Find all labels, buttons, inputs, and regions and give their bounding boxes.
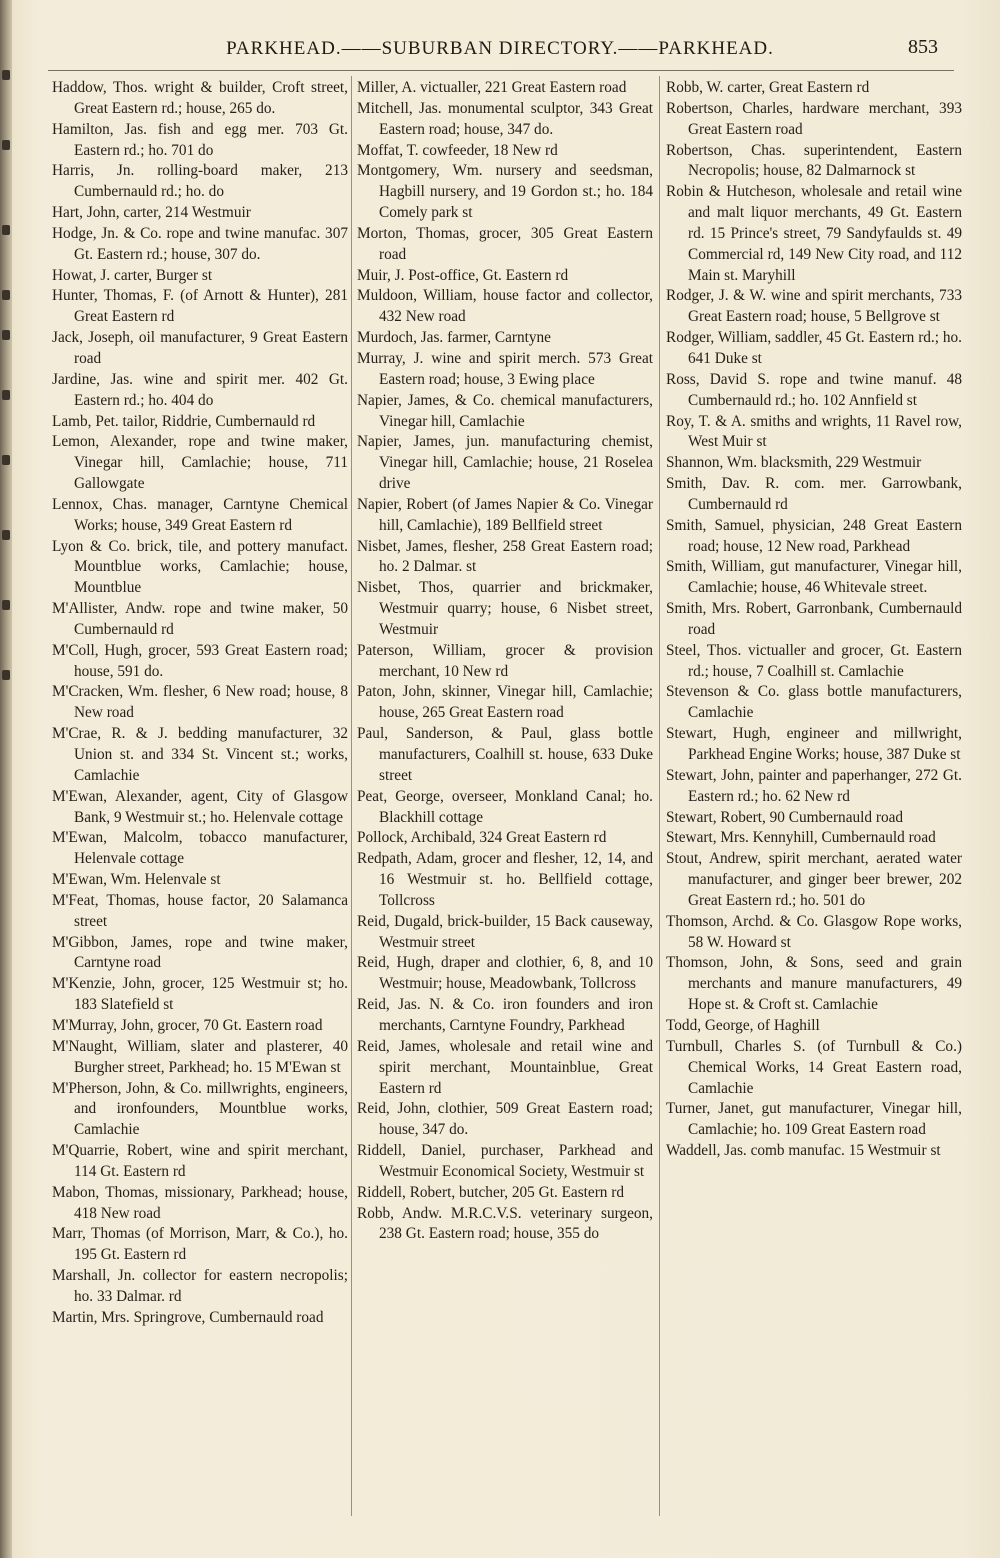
directory-entry: Paterson, William, grocer & provision merchant, 10 New rd [357, 641, 653, 680]
directory-entry: Napier, James, & Co. chemical manufacturers, Vinegar hill, Camlachie [357, 391, 653, 430]
directory-entry: Riddell, Daniel, purchaser, Parkhead and Westmuir Economical Society, Westmuir st [357, 1142, 653, 1180]
directory-entry: M'Quarrie, Robert, wine and spirit merchant, 114 Gt. Eastern rd [52, 1142, 348, 1180]
directory-entry: M'Murray, John, grocer, 70 Gt. Eastern road [52, 1016, 323, 1034]
directory-entry: Hunter, Thomas, F. (of Arnott & Hunter), 281 Great Eastern rd [52, 287, 348, 326]
directory-entry: Reid, Hugh, draper and clothier, 6, 8, and 10 Westmuir; house, Meadowbank, Tollcross [357, 954, 653, 993]
directory-entry: Mitchell, Jas. monumental sculptor, 343 Great Eastern road; house, 347 do. [357, 99, 653, 138]
directory-entry: M'Cracken, Wm. flesher, 6 New road; house, 8 New road [52, 683, 348, 722]
directory-entry: Howat, J. carter, Burger st [52, 266, 213, 284]
directory-entry: Reid, Jas. N. & Co. iron founders and iron merchants, Carntyne Foundry, Parkhead [357, 996, 653, 1034]
margin-bleed-marks [0, 60, 14, 960]
directory-entry: Marr, Thomas (of Morrison, Marr, & Co.), ho. 195 Gt. Eastern rd [52, 1225, 348, 1264]
directory-entry: M'Pherson, John, & Co. millwrights, engineers, and ironfounders, Mountblue works, Camlachie [52, 1079, 348, 1139]
directory-entry: Steel, Thos. victualler and grocer, Gt. Eastern rd.; house, 7 Coalhill st. Camlachie [666, 641, 962, 680]
directory-entry: Nisbet, James, flesher, 258 Great Eastern road; ho. 2 Dalmar. st [357, 537, 653, 576]
directory-entry: Smith, Samuel, physician, 248 Great Eastern road; house, 12 New road, Parkhead [666, 516, 962, 555]
page-number: 853 [908, 36, 938, 58]
directory-column-2 [357, 78, 653, 1245]
directory-entry: M'Kenzie, John, grocer, 125 Westmuir st; ho. 183 Slatefield st [52, 975, 348, 1014]
directory-entry: Miller, A. victualler, 221 Great Eastern road [357, 79, 627, 96]
directory-entry: Murray, J. wine and spirit merch. 573 Great Eastern road; house, 3 Ewing place [357, 349, 653, 388]
directory-entry: Stevenson & Co. glass bottle manufacturers, Camlachie [666, 683, 962, 722]
directory-entry: Napier, James, jun. manufacturing chemist, Vinegar hill, Camlachie; house, 21 Roselea drive [357, 433, 653, 493]
directory-entry: Stewart, John, painter and paperhanger, 272 Gt. Eastern rd.; ho. 62 New rd [666, 766, 962, 805]
directory-entry: M'Naught, William, slater and plasterer, 40 Burgher street, Parkhead; ho. 15 M'Ewan st [52, 1037, 348, 1076]
directory-entry: M'Ewan, Wm. Helenvale st [52, 871, 221, 889]
directory-entry: Lyon & Co. brick, tile, and pottery manufact. Mountblue works, Camlachie; house, Mountblue [52, 537, 348, 597]
directory-entry: M'Allister, Andw. rope and twine maker, 50 Cumbernauld rd [52, 600, 348, 638]
directory-entry: Lennox, Chas. manager, Carntyne Chemical Works; house, 349 Great Eastern rd [52, 495, 348, 534]
directory-entry: Riddell, Robert, butcher, 205 Gt. Eastern rd [357, 1183, 625, 1201]
directory-entry: Moffat, T. cowfeeder, 18 New rd [357, 141, 558, 159]
directory-entry: M'Ewan, Malcolm, tobacco manufacturer, Helenvale cottage [52, 829, 348, 868]
directory-column-1 [52, 78, 348, 1329]
column-divider [659, 76, 660, 1516]
directory-entry: Haddow, Thos. wright & builder, Croft street, Great Eastern rd.; house, 265 do. [52, 79, 348, 117]
directory-entry: Turnbull, Charles S. (of Turnbull & Co.) Chemical Works, 14 Great Eastern road, Camlachie [666, 1037, 962, 1097]
directory-entry: Reid, James, wholesale and retail wine and spirit merchant, Mountainblue, Great Eastern rd [357, 1037, 653, 1097]
directory-entry: M'Ewan, Alexander, agent, City of Glasgow Bank, 9 Westmuir st.; ho. Helenvale cottage [52, 787, 348, 826]
directory-entry: Lemon, Alexander, rope and twine maker, Vinegar hill, Camlachie; house, 711 Gallowgate [52, 433, 348, 493]
directory-entry: Jardine, Jas. wine and spirit mer. 402 Gt. Eastern rd.; ho. 404 do [52, 370, 348, 409]
directory-entry: Muldoon, William, house factor and collector, 432 New road [357, 287, 653, 326]
directory-entry: Rodger, J. & W. wine and spirit merchants, 733 Great Eastern road; house, 5 Bellgrove st [666, 287, 962, 326]
directory-entry: Thomson, John, & Sons, seed and grain merchants and manure manufacturers, 49 Hope st. & Croft st. Camlachie [666, 954, 962, 1014]
directory-entry: Pollock, Archibald, 324 Great Eastern rd [357, 829, 607, 847]
directory-entry: Murdoch, Jas. farmer, Carntyne [357, 329, 551, 347]
directory-entry: Hodge, Jn. & Co. rope and twine manufac. 307 Gt. Eastern rd.; house, 307 do. [52, 224, 348, 263]
directory-entry: Waddell, Jas. comb manufac. 15 Westmuir st [666, 1142, 941, 1160]
directory-entry: M'Crae, R. & J. bedding manufacturer, 32 Union st. and 334 St. Vincent st.; works, Camlachie [52, 725, 348, 784]
directory-entry: Smith, William, gut manufacturer, Vinegar hill, Camlachie; house, 46 Whitevale street. [666, 558, 962, 597]
directory-entry: Roy, T. & A. smiths and wrights, 11 Ravel row, West Muir st [666, 412, 962, 451]
header-rule [48, 70, 954, 71]
directory-entry: Peat, George, overseer, Monkland Canal; ho. Blackhill cottage [357, 787, 653, 826]
directory-entry: Hamilton, Jas. fish and egg mer. 703 Gt. Eastern rd.; ho. 701 do [52, 120, 348, 159]
directory-entry: Montgomery, Wm. nursery and seedsman, Hagbill nursery, and 19 Gordon st.; ho. 184 Comely park st [357, 162, 653, 222]
directory-entry: Stewart, Hugh, engineer and millwright, Parkhead Engine Works; house, 387 Duke st [666, 725, 962, 763]
directory-entry: Reid, John, clothier, 509 Great Eastern road; house, 347 do. [357, 1100, 653, 1139]
directory-entry: Morton, Thomas, grocer, 305 Great Eastern road [357, 224, 653, 263]
directory-entry: Reid, Dugald, brick-builder, 15 Back causeway, Westmuir street [357, 912, 653, 951]
directory-entry: Napier, Robert (of James Napier & Co. Vinegar hill, Camlachie), 189 Bellfield street [357, 495, 653, 534]
directory-entry: Stout, Andrew, spirit merchant, aerated water manufacturer, and ginger beer brewer, 202 Great Eastern rd.; ho. 501 do [666, 850, 962, 909]
directory-entry: Thomson, Archd. & Co. Glasgow Rope works, 58 W. Howard st [666, 912, 962, 951]
directory-entry: Todd, George, of Haghill [666, 1016, 820, 1034]
directory-entry: Marshall, Jn. collector for eastern necropolis; ho. 33 Dalmar. rd [52, 1267, 348, 1305]
directory-entry: Shannon, Wm. blacksmith, 229 Westmuir [666, 454, 922, 472]
directory-entry: Smith, Dav. R. com. mer. Garrowbank, Cumbernauld rd [666, 475, 962, 513]
directory-entry: Ross, David S. rope and twine manuf. 48 Cumbernauld rd.; ho. 102 Annfield st [666, 370, 962, 409]
directory-entry: Redpath, Adam, grocer and flesher, 12, 14, and 16 Westmuir st. ho. Bellfield cottage, Tollcross [357, 850, 653, 909]
running-header: PARKHEAD.——SUBURBAN DIRECTORY.——PARKHEAD. [226, 38, 774, 59]
directory-entry: Muir, J. Post-office, Gt. Eastern rd [357, 266, 569, 284]
directory-entry: Stewart, Robert, 90 Cumbernauld road [666, 808, 904, 826]
directory-entry: Mabon, Thomas, missionary, Parkhead; house, 418 New road [52, 1183, 348, 1222]
column-divider [351, 76, 352, 1516]
directory-entry: Robin & Hutcheson, wholesale and retail wine and malt liquor merchants, 49 Gt. Eastern rd. 15 Prince's street, 79 Sandyfaulds st. 49 Commercial rd, 149 New City road, and 112 Main st. Maryhill [666, 183, 962, 284]
directory-entry: Hart, John, carter, 214 Westmuir [52, 204, 251, 222]
directory-entry: Robb, Andw. M.R.C.V.S. veterinary surgeon, 238 Gt. Eastern road; house, 355 do [357, 1204, 653, 1243]
directory-entry: Rodger, William, saddler, 45 Gt. Eastern rd.; ho. 641 Duke st [666, 329, 962, 367]
directory-entry: Nisbet, Thos, quarrier and brickmaker, Westmuir quarry; house, 6 Nisbet street, Westmuir [357, 579, 653, 638]
directory-entry: Turner, Janet, gut manufacturer, Vinegar hill, Camlachie; ho. 109 Great Eastern road [666, 1100, 962, 1139]
directory-entry: M'Gibbon, James, rope and twine maker, Carntyne road [52, 933, 348, 972]
directory-entry: Robertson, Chas. superintendent, Eastern Necropolis; house, 82 Dalmarnock st [666, 141, 962, 180]
directory-entry: Robertson, Charles, hardware merchant, 393 Great Eastern road [666, 99, 962, 138]
directory-entry: Harris, Jn. rolling-board maker, 213 Cumbernauld rd.; ho. do [52, 162, 348, 201]
directory-entry: Jack, Joseph, oil manufacturer, 9 Great Eastern road [52, 329, 348, 367]
directory-entry: Paul, Sanderson, & Paul, glass bottle manufacturers, Coalhill st. house, 633 Duke street [357, 725, 653, 784]
directory-entry: Robb, W. carter, Great Eastern rd [666, 79, 870, 96]
directory-entry: Lamb, Pet. tailor, Riddrie, Cumbernauld rd [52, 412, 316, 430]
directory-entry: M'Feat, Thomas, house factor, 20 Salamanca street [52, 891, 348, 930]
directory-entry: Smith, Mrs. Robert, Garronbank, Cumbernauld road [666, 600, 962, 638]
directory-entry: M'Coll, Hugh, grocer, 593 Great Eastern road; house, 591 do. [52, 641, 348, 680]
directory-entry: Paton, John, skinner, Vinegar hill, Camlachie; house, 265 Great Eastern road [357, 683, 653, 722]
directory-column-3 [666, 78, 962, 1162]
directory-entry: Stewart, Mrs. Kennyhill, Cumbernauld road [666, 829, 936, 847]
directory-entry: Martin, Mrs. Springrove, Cumbernauld road [52, 1308, 324, 1326]
